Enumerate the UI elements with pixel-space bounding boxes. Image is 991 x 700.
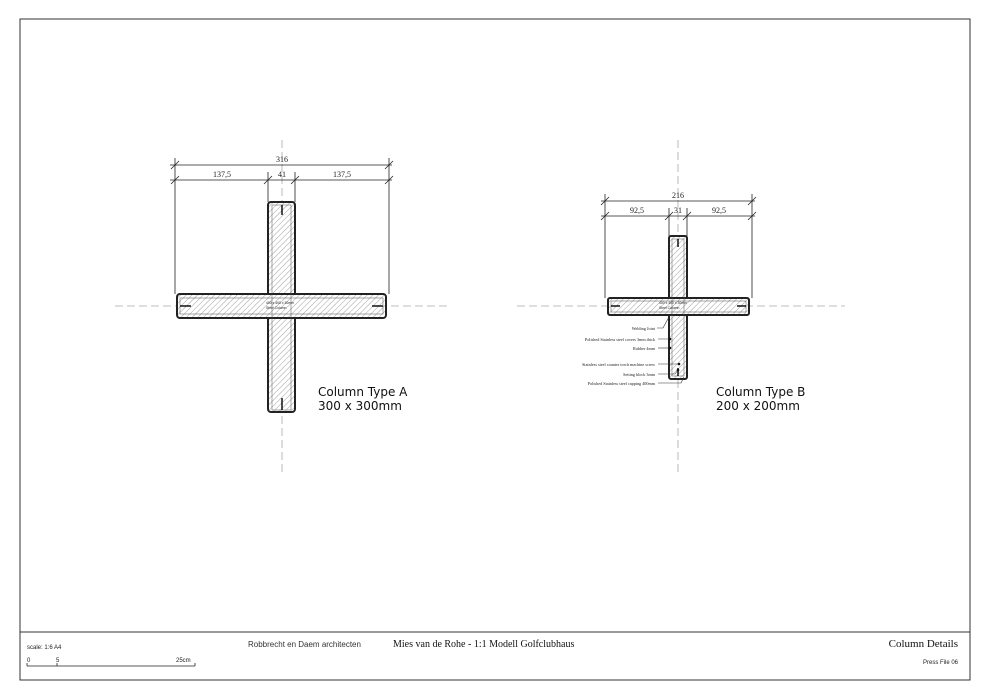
sheet-title: Column Details [888,638,958,650]
section-label-b-2: Steel Column [659,306,680,310]
dim-a-mid: 41 [278,170,286,179]
sheet-number: Press File 06 [922,660,958,666]
sheet-border [20,19,970,680]
dim-b-total: 216 [672,191,684,200]
scale-bar-5: 5 [56,658,60,664]
callout-capping: Polished Stainless steel capping 400mm [587,381,655,386]
section-label-a-2: Steel Column [266,306,287,310]
dim-a-total: 316 [276,155,288,164]
dim-b-mid: 31 [674,206,682,215]
title-block [27,638,959,666]
section-label-b-1: 400 x 400 x 30mm [659,301,687,305]
column-a-title: Column Type A [318,385,408,399]
callout-screw: Stainless steel counter torch machine screw [582,362,655,367]
callout-setting-block: Setting block 3mm [623,372,655,377]
callout-welding-joint: Welding Joint [631,326,655,331]
scale-label: scale: 1:6 A4 [27,645,62,651]
column-b-size: 200 x 200mm [716,399,800,413]
column-b-title: Column Type B [716,385,806,399]
column-type-b [517,140,845,475]
callout-rubber: Rubber 4mm [633,346,655,351]
project-title: Mies van de Rohe - 1:1 Modell Golfclubhaus [393,639,575,650]
dim-a-right: 137,5 [333,170,351,179]
scale-bar-25: 25cm [176,658,191,664]
scale-bar [27,663,195,666]
dim-a-left: 137,5 [213,170,231,179]
dim-b-right: 92,5 [712,206,726,215]
dim-b-left: 92,5 [630,206,644,215]
column-type-a [115,140,450,475]
office-name: Robbrecht en Daem architecten [248,640,361,649]
column-a-size: 300 x 300mm [318,399,402,413]
scale-bar-0: 0 [27,658,31,664]
callout-covers: Polished Stainless steel covers 3mm thick [584,337,655,342]
section-label-a-1: 400 x 400 x 30mm [266,301,294,305]
